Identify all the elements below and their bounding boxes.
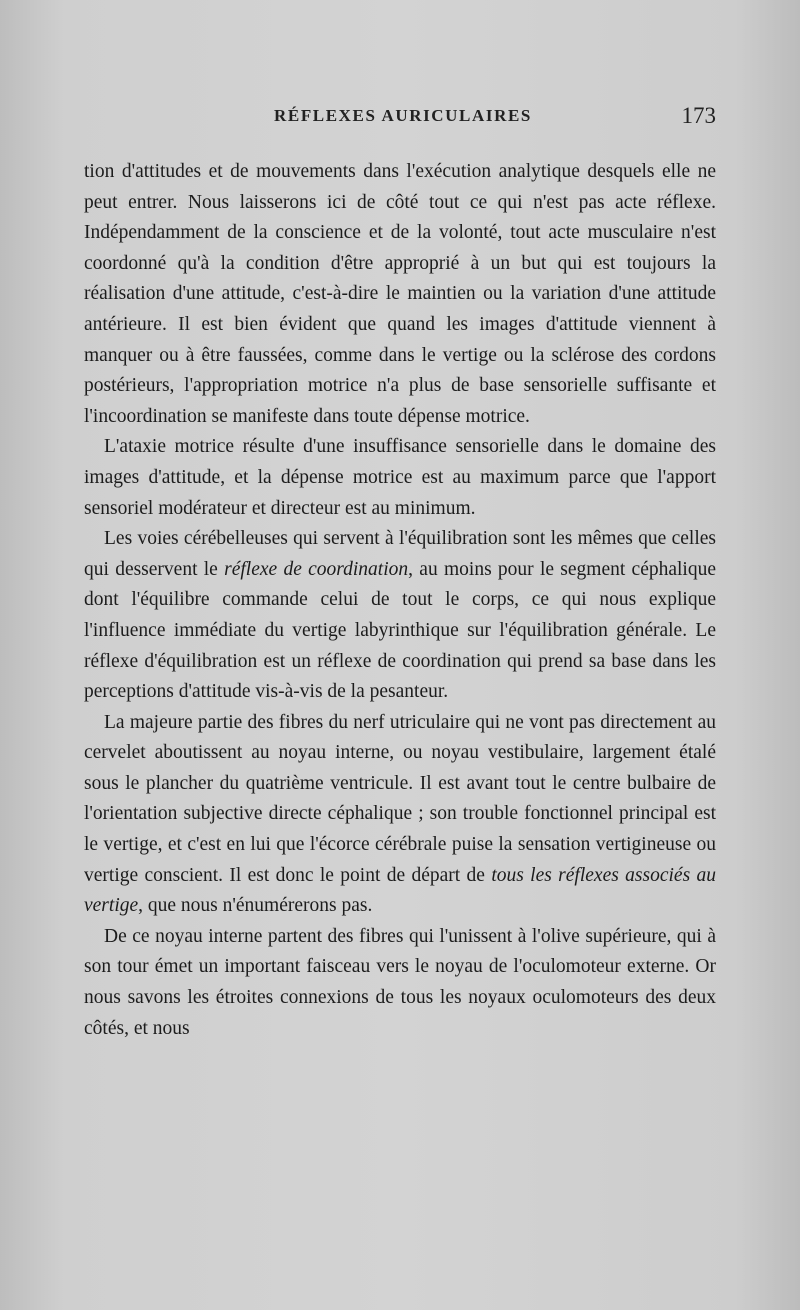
paragraph-4-text-after: , que nous n'énumérerons pas. bbox=[138, 895, 373, 917]
page-number: 173 bbox=[681, 103, 716, 128]
paragraph-1: tion d'attitudes et de mouvements dans l'exécution analytique desquels elle ne peut entrer. Nous laisserons ici de côté tout ce qui n'est pas acte réflexe. Indépendamment de la conscience et de la volonté, tout acte musculaire n'est coordonné qu'à la condition d'être approprié à un but qui est toujours la réalisation d'une attitude, c'est-à-dire le maintien ou la variation d'une attitude antérieure. Il est bien évident que quand les images d'attitude viennent à manquer ou à être faussées, comme dans le vertige ou la sclérose des cordons postérieurs, l'appropriation motrice n'a plus de base sensorielle suffisante et l'incoordination se manifeste dans toute dépense motrice. bbox=[84, 161, 716, 427]
running-title: RÉFLEXES AURICULAIRES bbox=[274, 106, 532, 125]
paragraph-4-italic: tous les réflexes associés au vertige bbox=[84, 864, 716, 917]
paragraph-3 bbox=[84, 524, 716, 708]
paragraph-2: L'ataxie motrice résulte d'une insuffisance sensorielle dans le domaine des images d'attitude, et la dépense motrice est au maximum parce que l'apport sensoriel modérateur et directeur est au minimum. bbox=[84, 436, 716, 519]
running-head bbox=[84, 103, 716, 136]
paragraph-3-text-before: Les voies cérébelleuses qui servent à l'équilibration sont les mêmes que celles qui desservent le bbox=[84, 528, 716, 580]
paragraph-3-text-after: , au moins pour le segment céphalique dont l'équilibre commande celui de tout le corps, ce qui nous explique l'influence immédiate du vertige labyrinthique sur l'équilibration générale. Le réflexe d'équilibration est un réflexe de coordination qui prend sa base dans les perceptions d'attitude vis-à-vis de la pesanteur. bbox=[84, 558, 717, 703]
paragraph-4-text-before: La majeure partie des fibres du nerf utriculaire qui ne vont pas directement au cervelet aboutissent au noyau interne, ou noyau vestibulaire, largement étalé sous le plancher du quatrième ventricule. Il est avant tout le centre bulbaire de l'orientation subjective directe céphalique ; son trouble fonctionnel principal est le vertige, et c'est en lui que l'écorce cérébrale puise la sensation vertigineuse ou vertige conscient. Il est donc le point de départ de bbox=[84, 711, 716, 886]
paragraph-5: De ce noyau interne partent des fibres qui l'unissent à l'olive supérieure, qui à son tour émet un important faisceau vers le noyau de l'oculomoteur externe. Or nous savons les étroites connexions de tous les noyaux oculomoteurs des deux côtés, et nous bbox=[84, 925, 716, 1039]
body-text bbox=[84, 157, 716, 1044]
paragraph-3-italic: réflexe de coordination bbox=[224, 558, 409, 580]
paragraph-4 bbox=[84, 708, 716, 922]
